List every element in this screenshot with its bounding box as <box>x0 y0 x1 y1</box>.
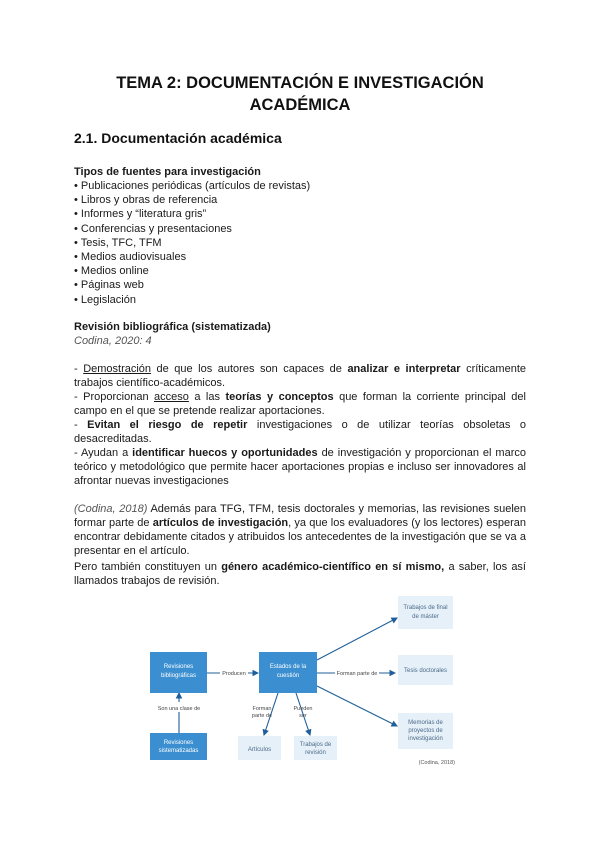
text-run: de investigación y proporcionan el marco teórico y metodológico que permite hacer aportaciones propias e incluso ser innovadores al afrontar nuevas investigaciones <box>74 447 526 487</box>
text-run: - Ayudan a <box>74 447 133 459</box>
diagram-source: (Codina, 2018) <box>418 760 455 766</box>
title-line-1: TEMA 2: DOCUMENTACIÓN E INVESTIGACIÓN <box>116 74 484 92</box>
box-trabajos-final-master <box>398 596 453 629</box>
text-run: a las <box>188 391 226 403</box>
box-label: investigación <box>408 736 443 742</box>
arrow-to-tfm <box>317 618 397 660</box>
text-run: que forman la corriente principal del campo en el que se pretende realizar aportaciones. <box>74 391 526 417</box>
arrow-label-forman-parte-de: parte de <box>251 713 273 719</box>
text-run: - <box>74 419 88 431</box>
text-run: (Codina, 2018) <box>74 503 148 515</box>
list-item: • Medios online <box>74 265 149 278</box>
arrow-label-forman-parte-de: Forman <box>252 706 272 712</box>
text-run: género académico-científico en sí mismo, <box>221 561 445 573</box>
box-trabajos-revision <box>294 736 337 760</box>
list-item: • Tesis, TFC, TFM <box>74 236 162 249</box>
review-heading: Revisión bibliográfica (sistematizada) <box>74 321 271 333</box>
box-revisiones-sistematizadas <box>150 733 207 760</box>
box-label: Tesis doctorales <box>403 668 448 674</box>
text-run: artículos de investigación <box>152 517 289 529</box>
text-run: Pero también constituyen un <box>74 561 222 573</box>
box-label: Artículos <box>247 747 272 753</box>
text-run: identificar huecos y oportunidades <box>132 447 318 459</box>
list-item: • Medios audiovisuales <box>74 251 187 264</box>
box-label: Revisiones <box>163 664 194 670</box>
box-label: de máster <box>412 614 439 620</box>
arrow-label-pueden-ser: ser <box>299 713 307 719</box>
text-run: Evitan el riesgo de repetir <box>87 419 248 431</box>
list-item: • Libros y obras de referencia <box>74 194 218 207</box>
arrow-to-memorias <box>317 686 397 726</box>
box-label: Memorias de <box>408 720 443 726</box>
list-item: • Páginas web <box>74 279 144 292</box>
text-run: a saber, los así llamados trabajos de revisión. <box>74 561 526 587</box>
arrow-label-forman-parte: Forman parte de <box>336 671 378 677</box>
section-heading: 2.1. Documentación académica <box>74 130 282 146</box>
review-citation: Codina, 2020: 4 <box>74 335 152 347</box>
text-run: de que los autores son capaces de <box>151 363 348 375</box>
text-run: - <box>74 363 84 375</box>
arrow-label-producen: Producen <box>222 671 246 677</box>
title-line-2: ACADÉMICA <box>249 96 351 114</box>
box-label: Trabajos de <box>299 742 332 748</box>
arrow-label-son-una-clase: Son una clase de <box>157 706 201 712</box>
text-run: Demostración <box>83 363 152 375</box>
box-label: sistematizadas <box>158 748 199 754</box>
box-label: Revisiones <box>163 740 194 746</box>
box-label: cuestión <box>276 673 300 679</box>
box-label: revisión <box>305 750 326 756</box>
text-run: analizar e interpretar <box>347 363 461 375</box>
text-run: - Proporcionan <box>74 391 155 403</box>
list-item: • Legislación <box>74 293 136 306</box>
list-item: • Publicaciones periódicas (artículos de revistas) <box>74 180 311 192</box>
box-label: bibliográficas <box>160 673 197 679</box>
list-item: • Informes y “literatura gris” <box>74 208 207 221</box>
text-run: Además para TFG, TFM, tesis doctorales y memorias, las revisiones suelen formar parte de <box>74 503 526 529</box>
text-run: teorías y conceptos <box>225 391 334 403</box>
text-run: , ya que los evaluadores (y los lectores) esperan encontrar debidamente citados y atribuidos los antecedentes de la investigación que se va a presentar en el artículo. <box>74 517 527 557</box>
box-label: proyectos de <box>408 728 443 734</box>
text-run: acceso <box>154 391 189 403</box>
box-label: Trabajos de final <box>403 605 448 611</box>
text-run: investigaciones o de utilizar teorías obsoletas o desacreditadas. <box>74 419 526 445</box>
box-label: Estados de la <box>269 664 307 670</box>
sources-heading: Tipos de fuentes para investigación <box>74 166 261 178</box>
list-item: • Conferencias y presentaciones <box>74 222 232 235</box>
arrow-label-pueden-ser: Pueden <box>293 706 313 712</box>
text-run: críticamente trabajos científico-académicos. <box>74 363 527 389</box>
